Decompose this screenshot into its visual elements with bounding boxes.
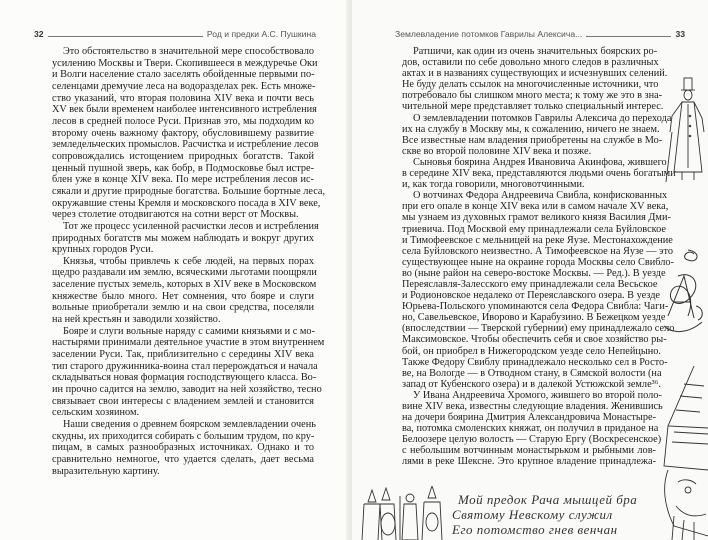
text-line: скве во второй половине XIV века и позже. <box>402 145 592 157</box>
running-header-right <box>395 27 685 39</box>
text-line: ценный пушной зверь, как бобр, в Подмосковье был истре- <box>52 162 314 174</box>
paragraph <box>402 112 672 157</box>
text-line: тип старого дружинника-воина стал перерождаться и начала <box>52 360 318 372</box>
page-body <box>402 46 676 468</box>
text-line: О вотчинах Федора Андреевича Свибла, конфискованных <box>413 190 668 202</box>
text-line: второму очень важному фактору, обусловившему развитие <box>52 127 314 139</box>
text-line: ве, на Вологде — в Отводном стану, в Сямской волости (на <box>402 367 662 379</box>
text-line: крупных городов Руси. <box>52 244 154 256</box>
paragraph <box>402 156 676 191</box>
text-line: У Ивана Андреевича Хромого, жившего во второй поло- <box>413 389 662 401</box>
paragraph <box>402 190 675 390</box>
text-line: сравнительно немногое, что удается сделать, дает весьма <box>52 453 314 465</box>
text-line: пицам, в самых разнообразных источниках. Однако и то <box>52 442 314 454</box>
running-header-left <box>34 27 316 39</box>
text-line: вине XIV века, известны следующие владения. Женившись <box>402 401 663 412</box>
paragraph <box>52 419 314 477</box>
text-line: на ней крестьян и заводили хозяйство. <box>52 314 221 326</box>
text-line: сякали и другие природные богатства. Большие бортные леса, <box>52 185 326 197</box>
text-line: Это обстоятельство в значительной мере способствовало <box>63 46 314 57</box>
page-body <box>52 46 326 477</box>
text-line: усилению Москвы и Твери. Скопившееся в междуречье Оки <box>52 57 318 69</box>
text-line: ство указаний, что вторая половина XIV века и почти весь <box>52 92 314 104</box>
text-line: при его опале в конце XIV века или в самом начале XV века, <box>402 201 669 213</box>
text-line: Наши сведения о древнем боярском землевладении очень <box>63 419 316 430</box>
text-line: дов, оставили по себе довольно много следов в различных <box>402 57 659 69</box>
text-line: Бояре и слуги вольные наряду с самими князьями и с мо- <box>63 325 315 337</box>
warriors-illustration <box>360 486 450 540</box>
text-line: блен уже в конце XIV века. По мере истребления лесов ис- <box>52 174 314 186</box>
text-line: княжестве было много. Нет сомнения, что бояре и слуги <box>52 290 314 302</box>
text-line: ва, потомка смоленских княжат, он получил в приданое на <box>402 423 659 435</box>
text-line: в середине XIV века, представляются людьми очень богатыми <box>402 168 676 180</box>
running-head: Род и предки А.С. Пушкина <box>206 29 316 39</box>
text-line: Тот же процесс усиленной расчистки лесов и истребления <box>63 220 319 232</box>
right-page <box>352 0 708 540</box>
text-line: селенцами дремучие леса на водоразделах рек. Есть множе- <box>52 80 316 92</box>
text-line: ин прочно садится на землю, заводит на ней хозяйство, тесно <box>52 384 322 396</box>
text-line: Переяславля-Залесского ему принадлежали села Весьское <box>402 278 658 290</box>
text-line: сопровождались истощением природных богатств. Такой <box>52 150 314 162</box>
page-number: 33 <box>675 29 685 39</box>
paragraph <box>52 325 325 419</box>
text-line: связывает свои интересы с владением землей и становится <box>52 395 314 407</box>
text-line: существующее ныне на окраине города Москвы село Свибло- <box>402 256 674 268</box>
text-line: и Тимофеевское с мельницей на реке Яузе. Местонахождение <box>402 234 673 246</box>
monogram-illustration <box>658 246 708 338</box>
text-line: с небольшим вотчинным монастырьком и рыбными лов- <box>402 445 656 457</box>
text-line: села Буйловского неизвестно. А Тимофеевское на Яузе — это <box>402 245 673 257</box>
text-line: окружавшие стены Кремля и московского посада в XIV веке, <box>52 197 321 209</box>
header-rule <box>48 36 203 37</box>
knight-portrait-illustration <box>654 366 708 540</box>
text-line: природных богатств мы можем наблюдать и вокруг других <box>52 232 314 244</box>
text-line: настырями принимали деятельное участие в этом внутреннем <box>52 337 325 349</box>
text-line: О землевладении потомков Гаврилы Алексича до перехода <box>413 112 672 124</box>
text-line: (впоследствии — Тверской губернии) ему принадлежало село <box>402 323 675 335</box>
text-line: бой, он приобрел в Нижегородском уезде село Непейцыно. <box>402 345 662 357</box>
text-line: скудны, их приходится собирать с большим трудом, по кру- <box>52 430 315 442</box>
page-number: 32 <box>34 29 44 39</box>
text-line: Не буду делать ссылок на многочисленные источники, что <box>402 79 659 91</box>
text-line: земледельческих промыслов. Расчистка и истребление лесов <box>52 139 319 151</box>
paragraph <box>402 46 668 113</box>
text-line: Все известные нам владения приобретены на службе в Мо- <box>402 134 663 146</box>
text-line: вольные приобретали землю и на свои средства, поселяли <box>52 302 314 314</box>
text-line: потребовало бы слишком много места; к тому же это в зна- <box>402 90 663 102</box>
text-line: Юрьева-Польского упоминаются села Федора Свибла: Чаги- <box>402 301 669 313</box>
paragraph <box>52 46 326 221</box>
text-line: щедро раздавали им землю, всяческими льготами поощряли <box>52 267 317 279</box>
text-line: сельским хозяином. <box>52 407 140 419</box>
pushkin-figure-illustration <box>664 76 708 184</box>
text-line: мы узнаем из духовных грамот великого князя Василия Дми- <box>402 212 671 224</box>
text-line: и Родионовское недалеко от Переяславского озера. В уезде <box>402 290 660 302</box>
text-line: их на службу в Москву мы, к сожалению, ничего не знаем. <box>402 123 660 135</box>
text-line: но, Савельевское, Иворово и Карабузино. В Бежецком уезде <box>402 312 666 324</box>
paragraph <box>52 220 319 256</box>
handwritten-line: Святому Невскому служил <box>452 507 613 522</box>
text-line: и, как тогда говорили, многовотчинными. <box>402 179 585 191</box>
text-line: заселение пустых земель, которых в XIV веке в Московском <box>52 279 317 291</box>
handwritten-line: Его потомство гнев венчан <box>452 522 618 537</box>
text-line: лями в реке Шексне. Это крупное владение принадлежа- <box>402 456 656 468</box>
header-rule <box>586 36 671 37</box>
text-line: запад от Кубенского озера) и в далекой Устюжской земле³⁶. <box>402 378 661 390</box>
text-line: заселении Руси. Так, приблизительно с середины XIV века <box>52 349 314 361</box>
text-line: Также Федору Свиблу принадлежало несколько сел в Росто- <box>402 356 668 368</box>
text-line: Белоозере целую волость — Старую Ергу (Воскресенское) <box>402 434 662 446</box>
text-line: Князья, чтобы привлечь к себе людей, на первых порах <box>63 255 314 267</box>
paragraph <box>402 389 663 468</box>
text-line: Сыновья боярина Андрея Ивановича Акинфова, жившего <box>413 156 667 168</box>
handwritten-line: Мой предок Рача мышцей бра <box>458 492 638 507</box>
running-head: Землевладение потомков Гаврилы Алексича... <box>395 29 583 39</box>
text-line: и Волги население стало заселять обойденные первыми по- <box>52 69 315 81</box>
text-line: Ратшичи, как один из очень значительных боярских ро- <box>413 46 658 57</box>
text-line: на дочери боярина Дмитрия Александровича Монастыре- <box>402 412 656 424</box>
text-line: чительной мере представляет только специальный интерес. <box>402 101 664 113</box>
text-line: триевича. Под Москвой ему принадлежали села Буйловское <box>402 223 666 235</box>
text-line: выразительную картину. <box>52 465 160 477</box>
left-page <box>0 0 352 540</box>
text-line: XV век были временем наиболее интенсивного истребления <box>52 104 317 116</box>
text-line: лесов в средней полосе Руси. Признав это, мы подходим ко <box>52 115 314 127</box>
text-line: через столетие отодвигаются на сотни верст от Москвы. <box>52 209 299 221</box>
paragraph <box>52 255 317 326</box>
text-line: складываться новая формация господствующего класса. Во- <box>52 372 317 384</box>
text-line: Максимовское. Чтобы обеспечить себя и свое хозяйство ры- <box>402 334 667 346</box>
text-line: во (ныне район на северо-востоке Москвы. — Ред.). В уезде <box>402 267 666 279</box>
text-line: актах и в названиях существующих и исчезнувших селений. <box>402 68 668 80</box>
